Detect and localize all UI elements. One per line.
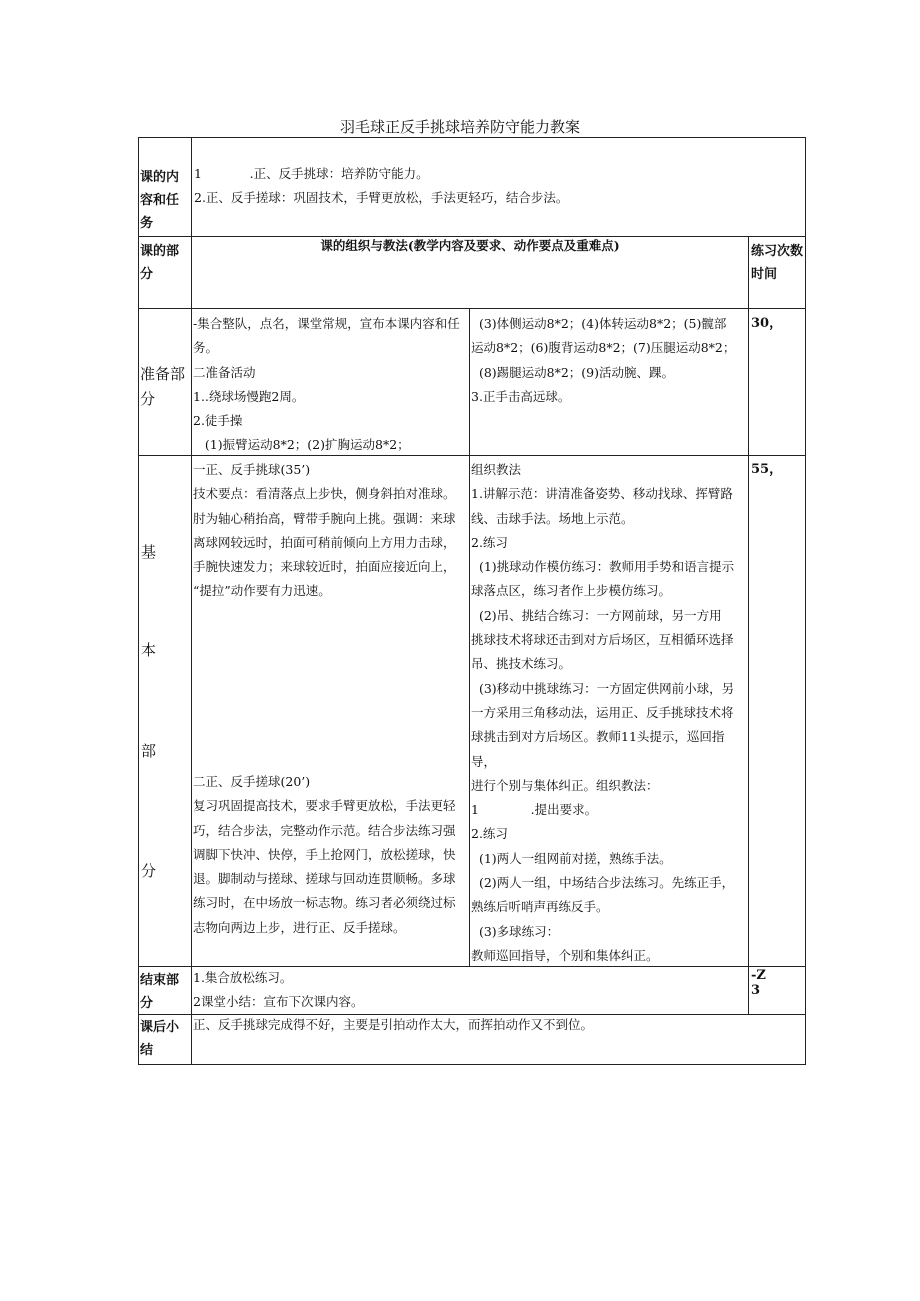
basic-label-char: 分 [141,862,157,880]
basic-line: (3)移动中挑球练习：一方固定供网前小球，另 [471,680,735,696]
basic-line: 2.练习 [471,826,508,842]
basic-time: 55， [751,462,783,477]
prep-line: 二准备活动 [193,364,256,380]
basic-line: 巧，结合步法，完整动作示范。结合步法练习强 [193,822,456,838]
end-time-line: -Z [751,968,766,983]
basic-line: (1)两人一组网前对搓，熟练手法。 [471,850,672,866]
basic-label-char: 基 [141,543,157,561]
basic-line: 1 .提出要求。 [471,802,598,818]
basic-line: “提拉”动作要有力迅速。 [193,583,331,599]
prep-line: (3)体侧运动8*2；(4)体转运动8*2；(5)髋部 [471,316,727,331]
basic-left-bottom [193,770,469,940]
prep-line: (1)振臂运动8*2；(2)扩胸运动8*2； [193,437,410,453]
tasks-label: 课的内容和任务 [140,170,180,231]
basic-line: 离球网较远时，拍面可稍前倾向上方用力击球， [193,534,456,550]
basic-line: (1)挑球动作模仿练习：教师用手势和语言提示 [471,559,735,575]
basic-line: (3)多球练习： [471,923,560,939]
basic-line: 球落点区，练习者作上步模仿练习。 [471,583,672,599]
basic-line: 退。脚制动与搓球、搓球与回动连贯顺畅。多球 [193,871,456,887]
basic-line: 一方采用三角移动法，运用正、反手挑球技术将 [471,704,734,720]
prep-line: 1..绕球场慢跑2周。 [193,388,305,404]
prep-label: 准备部分 [140,365,186,408]
content-header: 课的组织与教法(教学内容及要求、动作要点及重难点) [320,238,620,253]
basic-line: 调脚下快冲、快停，手上抢网门，放松搓球，快 [193,846,456,862]
end-time [751,968,766,998]
basic-line: 练习时，在中场放一标志物。练习者必须绕过标 [193,895,456,911]
basic-label-char: 部 [141,742,157,760]
page-title: 羽毛球正反手挑球培养防守能力教案 [339,118,580,136]
basic-line: 组织教法 [471,462,522,477]
summary-label: 课后小结 [140,1020,180,1058]
time-header: 练习次数时间 [751,244,804,282]
task-line: 1 .正、反手挑球：培养防守能力。 [194,166,429,181]
basic-line: 二正、反手搓球(20’) [193,774,311,789]
prep-time: 30， [751,316,783,331]
basic-label-char: 本 [141,641,157,659]
basic-line: 教师巡回指导，个别和集体纠正。 [471,947,659,963]
basic-line: 手腕快速发力；来球较近时，拍面应接近向上， [193,559,456,575]
basic-line: 1.讲解示范：讲清准备姿势、移动找球、挥臂路 [471,486,733,502]
prep-line: 运动8*2；(6)腹背运动8*2；(7)压腿运动8*2； [471,340,736,356]
basic-line: 复习巩固提高技术，要求手臂更放松，手法更轻 [193,798,456,814]
basic-line: 一正、反手挑球(35’) [193,462,311,477]
basic-line: 肘为轴心稍抬高，臂带手腕向上挑。强调：来球 [193,510,456,526]
basic-line: 线、击球手法。场地上示范。 [471,510,634,526]
prep-line: 2.徒手操 [193,413,243,429]
basic-line: (2)吊、挑结合练习：一方网前球，另一方用 [471,607,722,623]
basic-line: 技术要点：看清落点上步快，侧身斜拍对准球。 [193,486,456,502]
basic-right [471,458,748,968]
basic-line: 2.练习 [471,534,508,550]
end-content [193,966,743,1015]
end-line: 2课堂小结：宣布下次课内容。 [193,994,364,1010]
task-line: 2.正、反手搓球：巩固技术，手臂更放松，手法更轻巧，结合步法。 [194,190,569,206]
tasks-content [194,162,794,211]
part-header: 课的部分 [140,244,180,282]
basic-line: 挑球技术将球还击到对方后场区，互相循环选择 [471,632,734,648]
prep-left [193,312,469,458]
end-time-line: 3 [751,983,761,998]
prep-right [471,312,748,409]
basic-line: 熟练后听哨声再练反手。 [471,899,609,915]
basic-line: 吊、挑技术练习。 [471,656,572,672]
end-label: 结束部分 [140,973,180,1011]
end-line: 1.集合放松练习。 [193,970,293,985]
prep-line: 3.正手击高远球。 [471,388,571,404]
prep-line: -集合整队，点名，课堂常规，宣布本课内容和任 [193,316,460,331]
basic-left-top [193,458,469,604]
basic-line: 球挑击到对方后场区。教师11头提示，巡回指导， [471,729,725,769]
basic-line: (2)两人一组，中场结合步法练习。先练正手， [471,875,735,891]
prep-line: (8)踢腿运动8*2；(9)活动腕、踝。 [471,364,675,380]
basic-line: 志物向两边上步，进行正、反手搓球。 [193,919,406,935]
summary-text: 正、反手挑球完成得不好，主要是引拍动作太大，而挥拍动作又不到位。 [193,1017,594,1032]
prep-line: 务。 [193,340,219,356]
basic-line: 进行个别与集体纠正。组织教法： [471,777,659,793]
